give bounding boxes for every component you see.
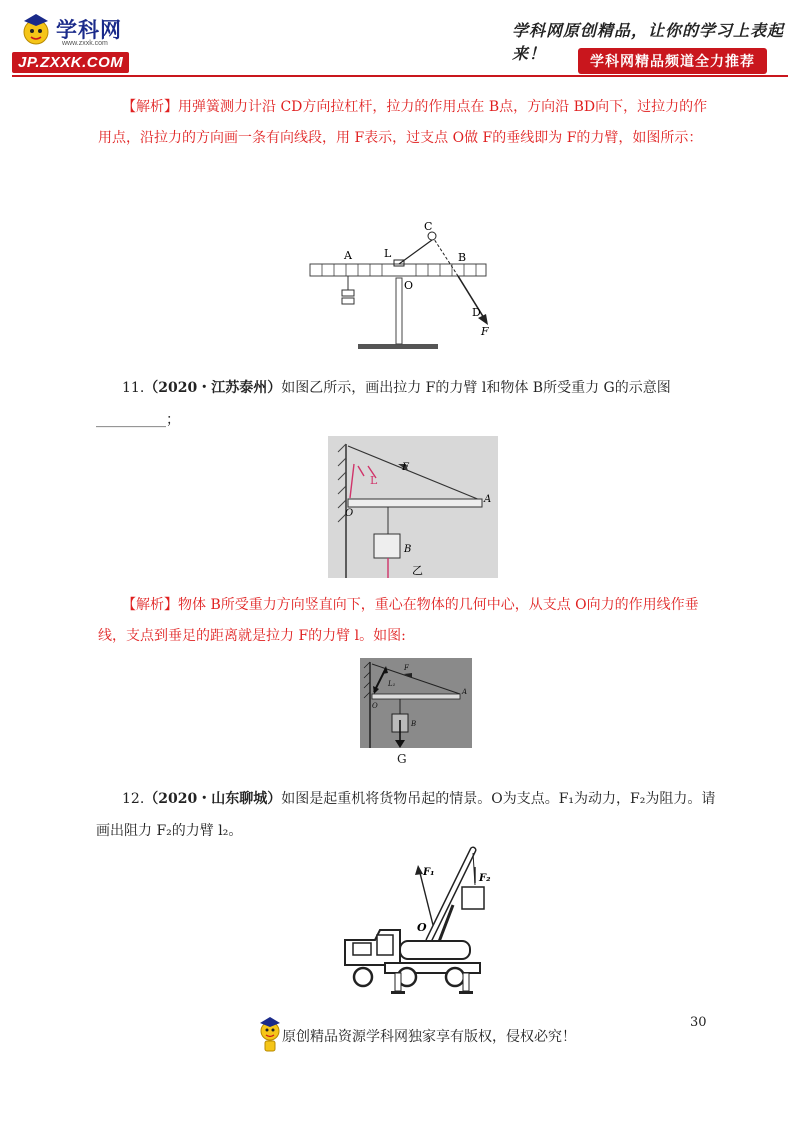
analysis-text: 物体 B所受重力方向竖直向下，重心在物体的几何中心，从支点 O向力的作用线作垂 xyxy=(178,597,699,613)
footer-copyright: 原创精品资源学科网独家享有版权，侵权必究！ xyxy=(282,1029,576,1045)
q11-analysis-line1 xyxy=(98,590,718,621)
q11-source: （2020・江苏泰州） xyxy=(144,380,282,396)
q11-analysis xyxy=(98,590,718,652)
label-O: O xyxy=(345,508,354,519)
label-C: C xyxy=(424,220,433,233)
q11-number: 11. xyxy=(122,380,145,396)
q11-analysis-line2: 线，支点到垂足的距离就是拉力 F的力臂 l。如图: xyxy=(98,628,406,644)
page-number: 30 xyxy=(690,1015,707,1030)
header-slogan: 学科网原创精品，让你的学习上表起来！ xyxy=(512,21,785,63)
crane-truck-diagram xyxy=(325,845,500,1000)
lever-diagram xyxy=(300,218,500,358)
label-L: L xyxy=(370,474,378,487)
label-L: L xyxy=(384,247,392,260)
label-F: F xyxy=(404,664,409,672)
q11-answer-blank: __________； xyxy=(96,412,180,428)
q10-analysis xyxy=(98,92,718,154)
label-A: A xyxy=(484,494,492,505)
label-O: O xyxy=(372,702,378,710)
header-channel-badge: 学科网精品频道全力推荐 xyxy=(578,48,767,74)
analysis-tag: 【解析】 xyxy=(122,597,178,613)
header xyxy=(0,0,800,80)
q10-analysis-line2: 用点，沿拉力的方向画一条有向线段，用 F表示，过支点 O做 F的垂线即为 F的力臂，如图所示： xyxy=(98,130,703,146)
label-B: B xyxy=(404,544,412,555)
logo-site: www.zxxk.com xyxy=(62,40,108,47)
analysis-tag: 【解析】 xyxy=(122,99,178,115)
q12-question xyxy=(122,784,715,815)
footer-mascot-icon xyxy=(257,1014,283,1054)
figure-caption: 乙 xyxy=(412,564,423,577)
q12-text-line2: 画出阻力 F₂的力臂 l₂。 xyxy=(96,823,243,839)
label-O: O xyxy=(404,279,414,292)
q12-number: 12. xyxy=(122,791,145,807)
gravity-label-G: G xyxy=(397,752,407,766)
label-F: F xyxy=(481,325,489,338)
label-B: B xyxy=(411,720,417,728)
label-A: A xyxy=(462,688,468,696)
q12-text-line1: 如图是起重机将货物吊起的情景。O为支点。F₁为动力，F₂为阻力。请 xyxy=(281,791,716,807)
label-L1: L₁ xyxy=(388,680,396,688)
logo-url-banner: JP.ZXXK.COM xyxy=(12,52,129,73)
analysis-text: 用弹簧测力计沿 CD方向拉杠杆，拉力的作用点在 B点，方向沿 BD向下，过拉力的作 xyxy=(178,99,708,115)
q11-text: 如图乙所示，画出拉力 F的力臂 l和物体 B所受重力 G的示意图 xyxy=(281,380,671,396)
label-A: A xyxy=(344,249,352,262)
label-D: D xyxy=(472,306,481,319)
label-O: O xyxy=(417,921,427,934)
wall-bracket-photo xyxy=(328,436,498,578)
header-divider xyxy=(12,75,788,77)
q12-source: （2020・山东聊城） xyxy=(144,791,282,807)
logo-name: 学科网 xyxy=(56,19,122,42)
answer-diagram-photo xyxy=(360,658,472,750)
label-F2: F₂ xyxy=(479,873,491,884)
label-F: F xyxy=(402,462,409,473)
q10-analysis-line1 xyxy=(98,92,718,123)
mascot-logo-icon xyxy=(18,10,54,50)
label-B: B xyxy=(458,251,467,264)
label-F1: F₁ xyxy=(423,867,435,878)
q11-question xyxy=(122,373,671,404)
